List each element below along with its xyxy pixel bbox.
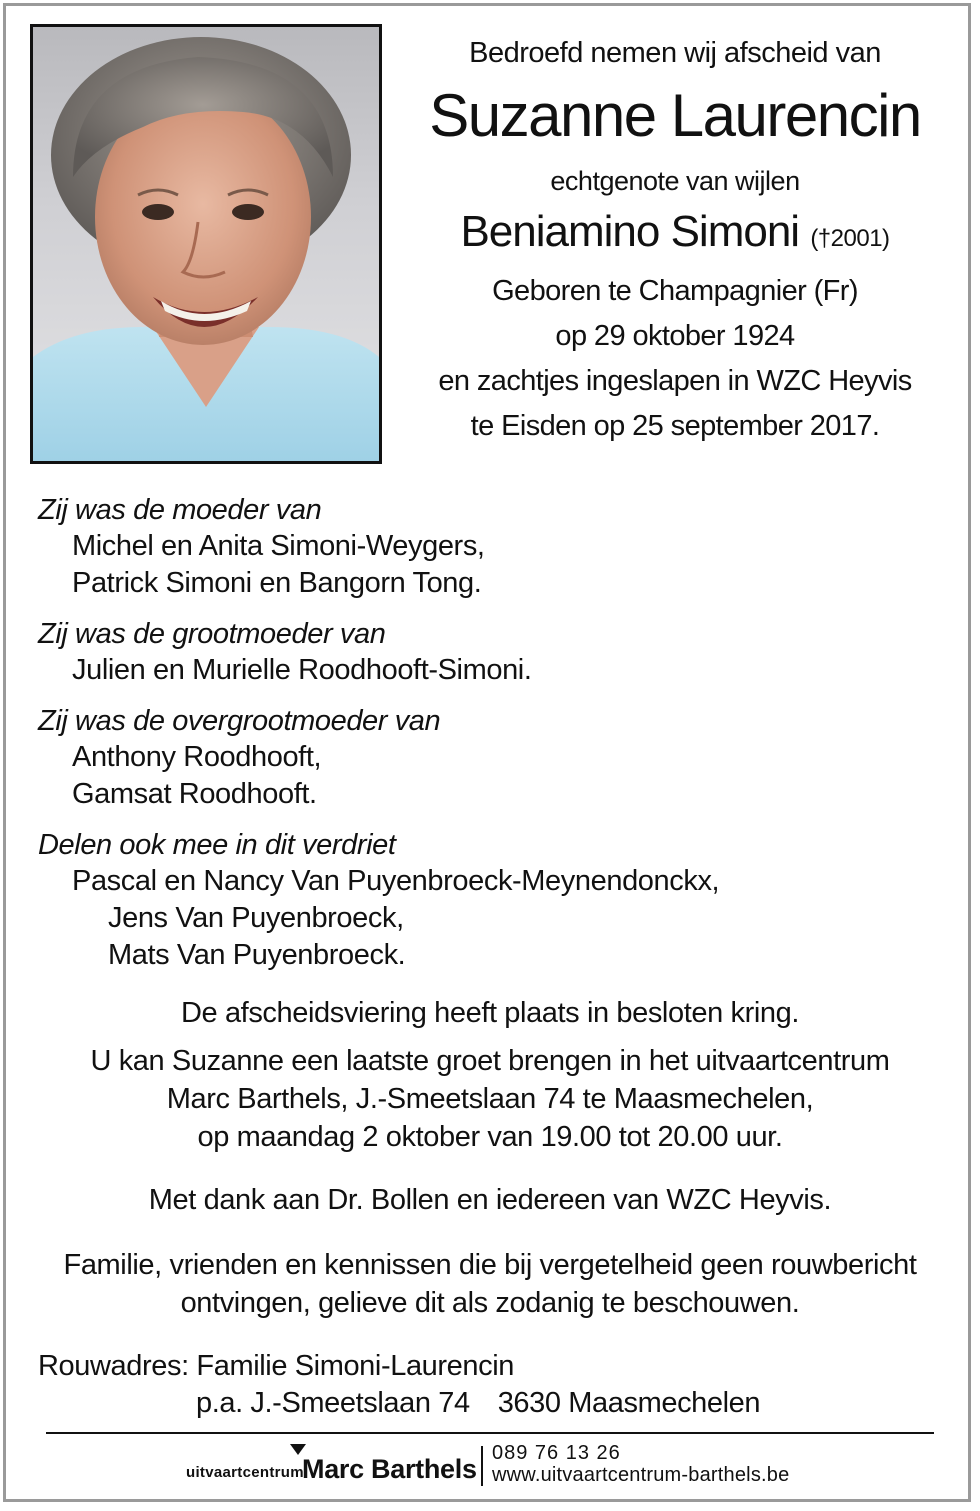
mourning-address: [38, 1348, 760, 1422]
portrait-photo: [30, 24, 382, 464]
address-line: [38, 1385, 760, 1422]
funeral-home-phone: 089 76 13 26: [492, 1442, 621, 1464]
family-member: Gamsat Roodhooft.: [72, 778, 317, 810]
birth-place: Geboren te Champagnier (Fr): [492, 275, 858, 307]
family-group-title: Zij was de overgrootmoeder van: [38, 705, 441, 737]
notice: [0, 1246, 980, 1322]
funeral-home-label: uitvaartcentrum: [186, 1464, 304, 1481]
funeral-home-brand: Marc Barthels: [302, 1454, 477, 1484]
family-group-title: Zij was de grootmoeder van: [38, 618, 386, 650]
family-member: Anthony Roodhooft,: [72, 741, 322, 773]
thanks-line: Met dank aan Dr. Bollen en iedereen van WZC Heyvis.: [148, 1184, 832, 1216]
footer-separator: [481, 1446, 483, 1486]
portrait-illustration: [33, 27, 379, 461]
visit-info: [0, 1042, 980, 1156]
notice-line: Familie, vrienden en kennissen die bij vergetelheid geen rouwbericht: [63, 1249, 917, 1281]
footer-divider: [46, 1432, 934, 1434]
spouse-death-year: (†2001): [810, 225, 890, 252]
family-member: Michel en Anita Simoni-Weygers,: [72, 530, 485, 562]
address-label: Rouwadres: Familie Simoni-Laurencin: [38, 1350, 514, 1382]
spouse-intro: echtgenote van wijlen: [550, 166, 800, 196]
death-place: en zachtjes ingeslapen in WZC Heyvis: [438, 365, 912, 397]
family-group-title: Zij was de moeder van: [38, 494, 322, 526]
family-member: Pascal en Nancy Van Puyenbroeck-Meynendonckx,: [72, 865, 720, 897]
family-member: Julien en Murielle Roodhooft-Simoni.: [72, 654, 532, 686]
family-group: [38, 703, 938, 813]
funeral-home-website: www.uitvaartcentrum-barthels.be: [492, 1464, 790, 1486]
family-group: [38, 827, 938, 974]
family-group: [38, 616, 938, 689]
spouse-name: Beniamino Simoni: [460, 207, 800, 256]
notice-line: ontvingen, gelieve dit als zodanig te beschouwen.: [180, 1287, 800, 1319]
family-list: [38, 492, 938, 988]
birth-date: op 29 oktober 1924: [555, 320, 795, 352]
funeral-home-footer: [0, 1442, 980, 1492]
address-city: 3630 Maasmechelen: [497, 1387, 761, 1419]
family-member: Patrick Simoni en Bangorn Tong.: [72, 567, 482, 599]
death-date: te Eisden op 25 september 2017.: [470, 410, 880, 442]
deceased-name: Suzanne Laurencin: [429, 82, 921, 149]
family-group: [38, 492, 938, 602]
family-group-title: Delen ook mee in dit verdriet: [38, 829, 396, 861]
family-member: Jens Van Puyenbroeck,: [108, 902, 404, 934]
intro-text: Bedroefd nemen wij afscheid van: [469, 37, 881, 69]
ceremony-line: De afscheidsviering heeft plaats in besloten kring.: [181, 997, 799, 1029]
visit-line: U kan Suzanne een laatste groet brengen in het uitvaartcentrum: [90, 1045, 890, 1077]
visit-line: Marc Barthels, J.-Smeetslaan 74 te Maasmechelen,: [166, 1083, 814, 1115]
address-street: p.a. J.-Smeetslaan 74: [196, 1387, 470, 1419]
announcement-header: [400, 30, 950, 449]
spouse-line: [400, 202, 950, 269]
family-member: Mats Van Puyenbroeck.: [108, 939, 406, 971]
visit-line: op maandag 2 oktober van 19.00 tot 20.00 uur.: [197, 1121, 783, 1153]
